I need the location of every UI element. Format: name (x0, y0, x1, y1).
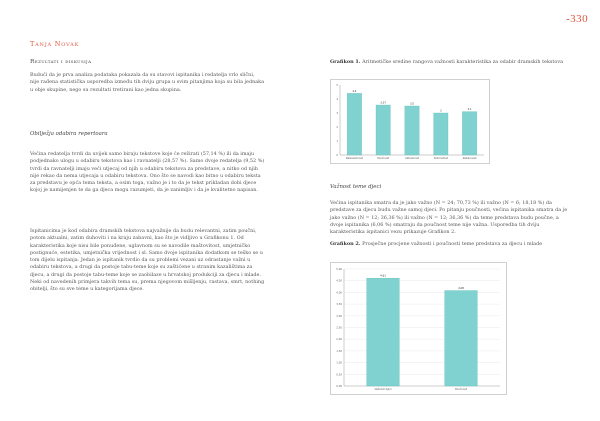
chart2-data-label: 4,08 (458, 287, 464, 291)
chart1-label: Grafikon 1. (330, 59, 361, 65)
chart2-y-tick-label: 4,00 (336, 291, 342, 295)
chart2-label: Grafikon 2. (330, 241, 361, 247)
chart1-y-tick-label: 4 (336, 98, 338, 101)
chart1-y-tick-label: 2 (336, 126, 338, 129)
paragraph-repertoire: Većina redatelja tvrdi da uvijek samo biraju tekstove koje će režirati (57,14 %) ili da imaju podjednako ulogu u odabiru tekstova kao i ravnatelji (28,57 %). Samo dvoje redatelja (9,52 %) tvrdi da ravnatelji imaju veći utjecaj od njih u odabiru tekstova za predstave, a nitko od njih nije rekao da nema utjecaja u odabiru tekstova. Ono što se navodi kao bitno u odabiru teksta za predstavu je opća tema teksta, a osim toga, važno je i to da je tekst prikladan dobi djece kojoj je namijenjen te da ga djeca mogu razumjeti, da je zanimljiv i da je kvalitetno napisan. (30, 151, 265, 194)
chart2-data-label: 4,61 (380, 274, 386, 278)
chart2 (330, 262, 507, 395)
chart2-bar (445, 291, 478, 386)
chart2-category-label: Važnost djeci (374, 388, 392, 391)
chart2-y-tick-label: 4,50 (336, 279, 342, 283)
chart1-data-label: 4,4 (352, 89, 357, 93)
chart2-frame (331, 263, 507, 395)
chart1-bar (376, 105, 390, 155)
chart1 (330, 79, 490, 164)
chart1-bar (405, 106, 419, 155)
chart1-category-label: Aktualnost (405, 157, 419, 160)
chart1-bar (462, 112, 476, 155)
chart1-y-tick-label: 3 (336, 112, 338, 115)
chart1-data-label: 3,1 (467, 108, 472, 112)
chart2-y-tick-label: 2,00 (336, 338, 342, 342)
section-heading: Rezultati i diskusija (30, 59, 92, 65)
subheading-importance: Važnost teme djeci (330, 184, 382, 190)
chart2-y-tick-label: 1,50 (336, 349, 342, 353)
chart2-y-tick-label: 0,50 (336, 373, 342, 377)
chart1-category-label: Zabavnost (462, 157, 477, 160)
subheading-repertoire: Obilježja odabira repertoara (30, 131, 108, 137)
chart1-bar (347, 93, 361, 155)
chart1-y-tick-label: 5 (336, 84, 338, 87)
paragraph-characteristics: Ispitanicima je kod odabira dramskih tekstova najvažnije da budu relevantni, zatim poučni, potom aktualni, zatim duhoviti i na kraju zabavni, kao što je vidljivo u Grafikonu 1. Od karakteristika koje nisu bile ponuđene, uglavnom su se navodile maštovitost, umjetničko postignuće, estetika, umjetnička vrijednost i sl. Samo dvoje ispitanika dodatkom se teško se u tom dijelu ispitanja. Jedan je ispitanik tvrdio da su problemi vezani uz odrastanje važni u odabiru tekstova, a drugi da postoje tabu-teme koje su zaštićene u stranim kazalištima za djecu, a drugi da postoje tabu-teme koje se zaobilaze u hrvatskoj produkciji za djecu i mlade. Neki od navedenih primjera takvih tema su, prema njegovom mišljenju, rastava, smrt, nothing obitelji, što su sve teme u kategorijama djece. (30, 228, 265, 293)
chart1-category-label: Poučnost (377, 157, 390, 160)
chart1-category-label: Relevantnost (345, 157, 363, 160)
chart2-y-tick-label: 1,00 (336, 361, 342, 365)
chart1-caption-text: Aritmetičke sredine rangova važnosti karakteristika za odabir dramskih tekstova (362, 59, 564, 65)
chart2-y-tick-label: 5,00 (336, 268, 342, 271)
chart2-category-label: Poučnost (455, 388, 467, 391)
chart1-data-label: 3,5 (409, 102, 415, 106)
chart1-caption (330, 59, 570, 66)
chart1-bar (434, 113, 448, 155)
chart2-y-tick-label: 0,00 (336, 385, 342, 388)
page-number: -330 (566, 13, 589, 25)
chart1-data-label: 3 (439, 109, 442, 113)
chart2-caption (330, 241, 575, 248)
chart2-y-tick-label: 3,50 (336, 303, 342, 307)
chart1-y-tick-label: 1 (336, 140, 338, 143)
running-header-author: Tanja Novak (30, 40, 80, 48)
chart2-y-tick-label: 3,00 (336, 314, 342, 318)
chart2-caption-text: Prosječne procjene važnosti i poučnosti teme predstava za djecu i mlade (362, 241, 543, 247)
chart1-y-tick-label: 0 (336, 154, 338, 157)
chart1-category-label: Duhovitost (433, 157, 448, 160)
intro-paragraph: Budući da je prva analiza podataka pokazala da su stavovi ispitanika i redatelja vrlo slični, nije rađena statistička usporedba između tih dviju grupa u svim pitanjima koja su bila jednaka u obje skupine, nego su rezultati tretirani kao jedna skupina. (30, 72, 265, 93)
chart1-data-label: 3,57 (380, 101, 387, 105)
chart2-bar (367, 278, 400, 386)
paragraph-importance: Većina ispitanika smatra da je jako važno (N = 24; 70,73 %) ili važno (N = 6; 18,18 %) da predstave za djecu budu važne samoj djeci. Po pitanju poučnosti, većina ispitanika smatra da je jako važno (N = 12; 36,36 %) ili važno (N = 12; 36,36 %) da teme predstava budu poučne, a dvoje ispitanika (6,06 %) smatraju da poučnost teme nije važna. Usporedba tih dviju karakteristika ispitanici vezu prikazuje Grafikon 2. (330, 200, 568, 236)
chart2-y-tick-label: 2,50 (336, 326, 342, 330)
